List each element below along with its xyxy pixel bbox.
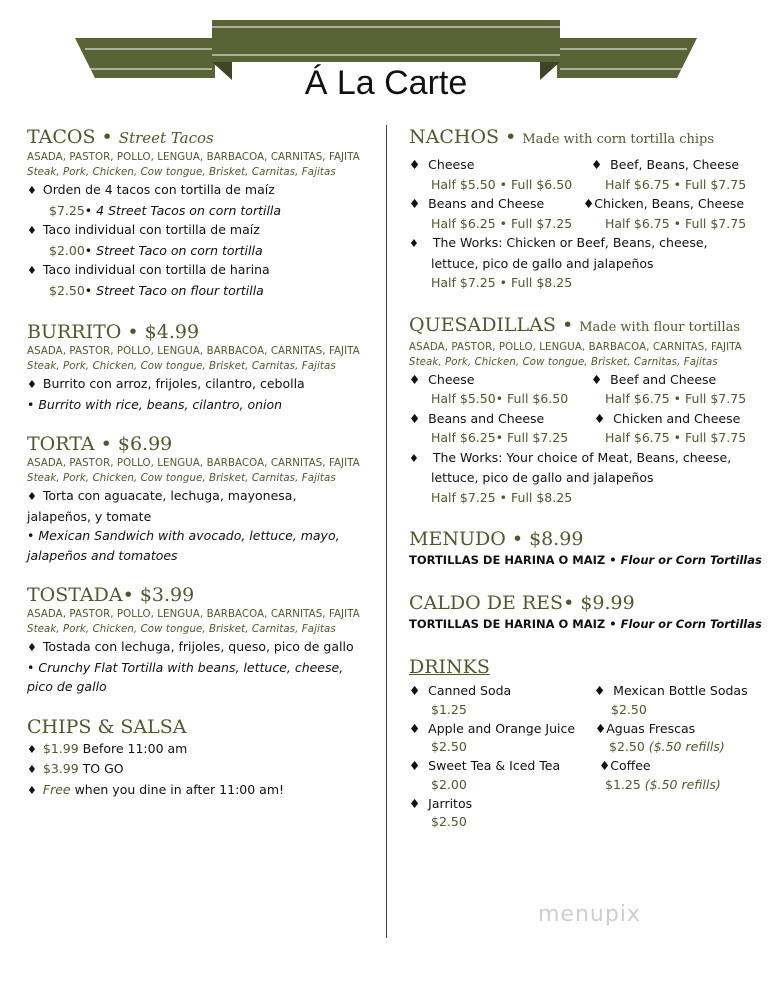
left-column	[27, 125, 372, 800]
burrito-meats-en: Steak, Pork, Chicken, Cow tongue, Brisket, Carnitas, Fajitas	[27, 361, 336, 372]
tacos-meats-es: ASADA, PASTOR, POLLO, LENGUA, BARBACOA, CARNITAS, FAJITA	[27, 152, 360, 163]
menu-item-desc-cont: jalapeños and tomatoes	[27, 547, 178, 563]
tacos-section	[27, 125, 372, 300]
menu-row: ♦ Beans and Cheese ♦ Chicken and Cheese	[409, 410, 741, 426]
menu-item: ♦ The Works: Your choice of Meat, Beans, cheese,	[409, 449, 732, 465]
drink-row: ♦ Jarritos	[409, 795, 473, 811]
menu-item: ♦ Torta con aguacate, lechuga, mayonesa,	[27, 488, 297, 503]
menu-item: ♦ The Works: Chicken or Beef, Beans, cheese,	[409, 235, 708, 250]
menu-row-prices: Half $6.25• Full $7.25 Half $6.75 • Full $7.75	[431, 430, 747, 445]
caldo-tortillas: TORTILLAS DE HARINA O MAIZ • Flour or Corn Tortillas	[409, 617, 762, 631]
torta-meats-es: ASADA, PASTOR, POLLO, LENGUA, BARBACOA, CARNITAS, FAJITA	[27, 458, 360, 469]
menudo-title: MENUDO • $8.99	[409, 528, 584, 550]
menu-row-prices: Half $6.25 • Full $7.25 Half $6.75 • Full $7.75	[431, 215, 747, 231]
menu-item: ♦ $1.99 Before 11:00 am	[27, 740, 188, 756]
caldo-section	[409, 591, 762, 633]
tacos-meats-en: Steak, Pork, Chicken, Cow tongue, Brisket, Carnitas, Fajitas	[27, 167, 336, 178]
right-column	[409, 125, 762, 831]
tacos-title: TACOS • Street Tacos	[27, 126, 214, 148]
menudo-tortillas: TORTILLAS DE HARINA O MAIZ • Flour or Corn Tortillas	[409, 553, 762, 567]
menu-row-prices: Half $5.50• Full $6.50 Half $6.75 • Full $7.75	[431, 391, 747, 406]
menudo-section	[409, 527, 762, 569]
menu-item-price-line: $2.00• Street Taco on corn tortilla	[49, 242, 263, 258]
menu-row: ♦ Beans and Cheese ♦Chicken, Beans, Cheese	[409, 196, 745, 211]
menu-item: ♦ Taco individual con tortilla de maíz	[27, 222, 260, 237]
tostada-title: TOSTADA• $3.99	[27, 584, 195, 606]
chips-section	[27, 715, 372, 801]
menu-item: ♦ $3.99 TO GO	[27, 761, 124, 776]
drink-row-prices: $2.50	[431, 814, 467, 829]
quesadillas-title: QUESADILLAS • Made with flour tortillas	[409, 313, 741, 336]
drink-row: ♦ Apple and Orange Juice ♦Aguas Frescas	[409, 720, 696, 736]
drink-row: ♦ Canned Soda ♦ Mexican Bottle Sodas	[409, 683, 748, 698]
tostada-section	[27, 583, 372, 697]
drink-row-prices: $2.00 $1.25 ($.50 refills)	[431, 776, 721, 792]
quesadillas-meats-es: ASADA, PASTOR, POLLO, LENGUA, BARBACOA, CARNITAS, FAJITA	[409, 341, 742, 353]
menu-item-cont: lettuce, pico de gallo and jalapeños	[431, 470, 654, 485]
menu-item: ♦ Tostada con lechuga, frijoles, queso, pico de gallo	[27, 639, 354, 654]
menu-item: ♦ Orden de 4 tacos con tortilla de maíz	[27, 182, 275, 197]
drinks-title: DRINKS	[409, 656, 490, 678]
drink-row-prices: $1.25 $2.50	[431, 701, 647, 717]
caldo-title: CALDO DE RES• $9.99	[409, 592, 635, 614]
tostada-meats-en: Steak, Pork, Chicken, Cow tongue, Brisket, Carnitas, Fajitas	[27, 624, 336, 635]
tostada-meats-es: ASADA, PASTOR, POLLO, LENGUA, BARBACOA, CARNITAS, FAJITA	[27, 609, 360, 620]
menu-item-desc: • Burrito with rice, beans, cilantro, onion	[27, 396, 283, 412]
torta-meats-en: Steak, Pork, Chicken, Cow tongue, Brisket, Carnitas, Fajitas	[27, 473, 336, 484]
chips-title: CHIPS & SALSA	[27, 715, 187, 738]
menu-item-cont: jalapeños, y tomate	[27, 508, 152, 524]
menu-row: ♦ Cheese ♦ Beef, Beans, Cheese	[409, 157, 740, 172]
quesadillas-section	[409, 313, 749, 508]
column-divider	[386, 125, 387, 938]
menu-item-price-line: $7.25• 4 Street Tacos on corn tortilla	[49, 202, 282, 218]
drink-row: ♦ Sweet Tea & Iced Tea ♦Coffee	[409, 758, 651, 773]
menu-item: ♦ Free when you dine in after 11:00 am!	[27, 781, 285, 797]
burrito-title: BURRITO • $4.99	[27, 321, 200, 343]
burrito-meats-es: ASADA, PASTOR, POLLO, LENGUA, BARBACOA, CARNITAS, FAJITA	[27, 346, 360, 357]
torta-title: TORTA • $6.99	[27, 433, 173, 455]
menu-item: ♦ Burrito con arroz, frijoles, cilantro, cebolla	[27, 376, 305, 391]
drinks-section	[409, 655, 749, 831]
quesadillas-meats-en: Steak, Pork, Chicken, Cow tongue, Brisket, Carnitas, Fajitas	[409, 356, 718, 368]
nachos-section	[409, 125, 749, 293]
menu-item-cont: lettuce, pico de gallo and jalapeños	[431, 255, 654, 271]
menu-row: ♦ Cheese ♦ Beef and Cheese	[409, 371, 717, 387]
menu-item-desc: • Crunchy Flat Tortilla with beans, lettuce, cheese,	[27, 659, 344, 675]
page-title: Á La Carte	[304, 64, 468, 102]
menu-item-price-line: $2.50• Street Taco on flour tortilla	[49, 282, 264, 298]
menu-item-desc-cont: pico de gallo	[27, 679, 107, 694]
nachos-title: NACHOS • Made with corn tortilla chips	[409, 126, 715, 148]
menu-item-desc: • Mexican Sandwich with avocado, lettuce, mayo,	[27, 528, 340, 543]
watermark-logo: menupix	[538, 902, 641, 927]
menu-item-price: Half $7.25 • Full $8.25	[431, 489, 573, 505]
menu-item-price: Half $7.25 • Full $8.25	[431, 275, 573, 290]
menu-item: ♦ Taco individual con tortilla de harina	[27, 262, 270, 277]
torta-section	[27, 432, 372, 565]
burrito-section	[27, 320, 372, 414]
drink-row-prices: $2.50 $2.50 ($.50 refills)	[431, 739, 725, 754]
menu-row-prices: Half $5.50 • Full $6.50 Half $6.75 • Full $7.75	[431, 176, 747, 192]
